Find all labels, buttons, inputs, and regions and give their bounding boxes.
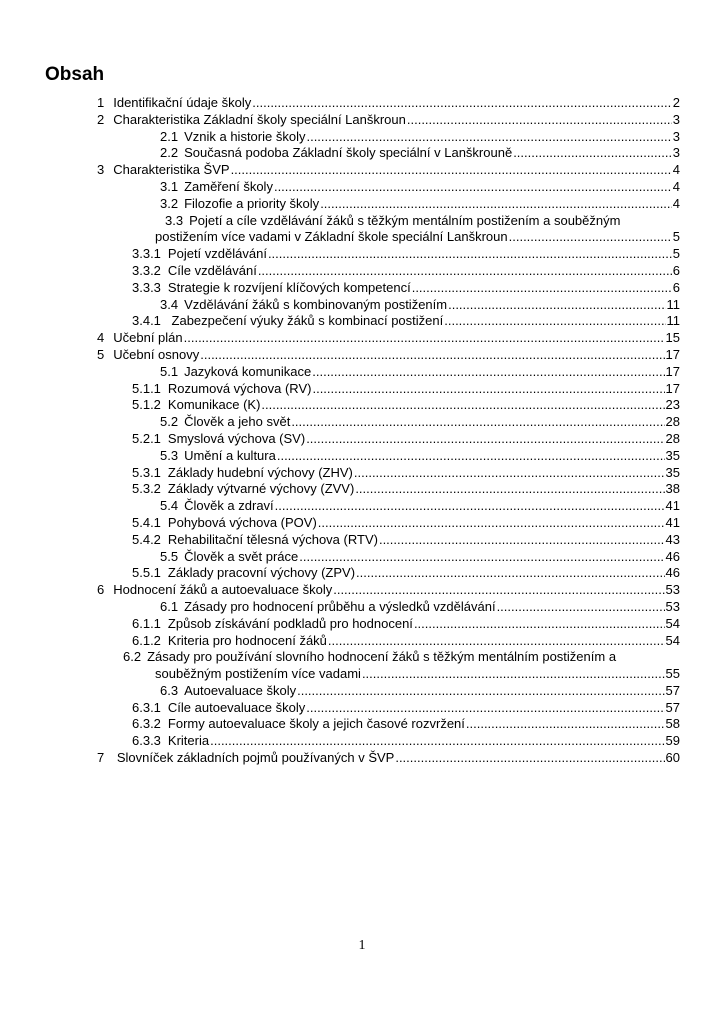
toc-entry-number: 7: [97, 750, 105, 766]
toc-entry-number: 5.5: [160, 548, 179, 564]
toc-entry[interactable]: [0, 330, 724, 347]
toc-entry-title[interactable]: Formy autoevaluace školy a jejich časové rozvržení: [167, 716, 465, 732]
toc-entry[interactable]: [0, 397, 724, 414]
table-of-contents: [0, 95, 724, 767]
dot-leader: [509, 229, 672, 246]
dot-leader: [312, 364, 664, 381]
toc-entry-title[interactable]: Filozofie a priority školy: [184, 195, 320, 211]
dot-leader: [275, 498, 665, 515]
toc-entry-page[interactable]: 2: [672, 95, 680, 110]
toc-entry-title[interactable]: Identifikační údaje školy: [113, 95, 252, 110]
dot-leader: [333, 582, 664, 599]
toc-entry-number: 3.3: [165, 212, 184, 228]
toc-entry-page[interactable]: 43: [665, 531, 680, 547]
toc-entry-number: 6.1: [160, 598, 179, 614]
toc-entry[interactable]: [0, 95, 724, 112]
toc-entry-title[interactable]: Člověk a jeho svět: [184, 414, 291, 430]
toc-entry-number: 5.4.1: [132, 514, 161, 530]
toc-entry-title[interactable]: Rozumová výchova (RV): [167, 380, 312, 396]
toc-entry-title[interactable]: Zaměření školy: [184, 178, 273, 194]
toc-entry-number: 5.3.2: [132, 481, 161, 497]
toc-entry-title[interactable]: Jazyková komunikace: [184, 363, 312, 379]
toc-entry-title[interactable]: Základy hudební výchovy (ZHV): [167, 464, 353, 480]
toc-entry-page[interactable]: 59: [665, 733, 680, 749]
toc-entry[interactable]: [0, 364, 724, 381]
dot-leader: [355, 481, 664, 498]
toc-entry-title[interactable]: Pohybová výchova (POV): [167, 514, 317, 530]
toc-entry-number: 5.3.1: [132, 464, 161, 480]
toc-entry-title-continuation[interactable]: postižením více vadami v Základní škole speciální Lanškroun: [155, 229, 508, 245]
toc-entry-number: 3.3.3: [132, 279, 161, 295]
toc-entry-title[interactable]: Kriteria pro hodnocení žáků: [167, 632, 327, 648]
page-number: 1: [358, 938, 366, 953]
toc-entry-number: 5.5.1: [132, 565, 161, 581]
toc-entry-title[interactable]: Zásady pro používání slovního hodnocení žáků s těžkým mentálním postižením a: [147, 649, 617, 665]
toc-entry-title[interactable]: Pojetí vzdělávání: [167, 246, 267, 262]
toc-entry-page[interactable]: 28: [665, 414, 680, 430]
toc-entry-title[interactable]: Učební osnovy: [113, 346, 200, 362]
toc-entry-title[interactable]: Kriteria: [167, 733, 210, 749]
dot-leader: [395, 750, 664, 767]
toc-entry[interactable]: [0, 465, 724, 482]
toc-entry-number: 1: [97, 95, 105, 110]
dot-leader: [258, 263, 672, 280]
dot-leader: [362, 666, 665, 683]
toc-entry-number: 6.2: [123, 649, 142, 665]
toc-entry[interactable]: [0, 162, 724, 179]
dot-leader: [513, 145, 672, 162]
dot-leader: [312, 381, 664, 398]
toc-entry-page[interactable]: 57: [665, 682, 680, 698]
toc-entry-number: 6.1.2: [132, 632, 161, 648]
toc-entry-title[interactable]: Vzdělávání žáků s kombinovaným postižením: [184, 296, 448, 312]
toc-entry-page[interactable]: 5: [672, 229, 680, 245]
toc-entry-title[interactable]: Člověk a zdraví: [184, 498, 274, 514]
toc-entry-number: 2: [97, 111, 105, 127]
toc-entry-page[interactable]: 3: [672, 145, 680, 161]
toc-entry-title[interactable]: Umění a kultura: [184, 447, 276, 463]
toc-entry[interactable]: [0, 750, 724, 767]
toc-entry-number: 3.4.1: [132, 313, 161, 329]
toc-entry-page[interactable]: 15: [665, 330, 680, 346]
dot-leader: [320, 196, 672, 213]
toc-entry-title[interactable]: Cíle vzdělávání: [167, 262, 257, 278]
toc-entry-title[interactable]: Základy pracovní výchovy (ZPV): [167, 565, 356, 581]
dot-leader: [444, 313, 665, 330]
toc-entry-page[interactable]: 3: [672, 128, 680, 144]
dot-leader: [277, 448, 665, 465]
dot-leader: [466, 716, 665, 733]
dot-leader: [328, 633, 665, 650]
dot-leader: [299, 549, 664, 566]
toc-entry[interactable]: [0, 565, 724, 582]
dot-leader: [200, 347, 664, 364]
dot-leader: [379, 532, 665, 549]
toc-entry[interactable]: [0, 179, 724, 196]
toc-entry[interactable]: [0, 129, 724, 146]
toc-entry[interactable]: [0, 213, 724, 247]
dot-leader: [318, 515, 665, 532]
toc-entry-number: 3.3.1: [132, 246, 161, 262]
toc-entry[interactable]: [0, 683, 724, 700]
toc-entry[interactable]: [0, 347, 724, 364]
toc-entry-title[interactable]: Člověk a svět práce: [184, 548, 299, 564]
toc-entry-page[interactable]: 38: [665, 481, 680, 497]
toc-entry[interactable]: [0, 582, 724, 599]
toc-entry-number: 5.4: [160, 498, 179, 514]
toc-entry-page[interactable]: 35: [665, 447, 680, 463]
toc-entry-number: 5.2.1: [132, 430, 161, 446]
toc-entry-title[interactable]: Zabezpečení výuky žáků s kombinací postižení: [167, 313, 444, 329]
dot-leader: [184, 330, 665, 347]
toc-entry-page[interactable]: 54: [665, 632, 680, 648]
toc-entry[interactable]: [0, 633, 724, 650]
toc-entry-number: 2.2: [160, 145, 179, 161]
toc-entry-number: 5.3: [160, 447, 179, 463]
toc-entry-page[interactable]: 4: [672, 178, 680, 194]
toc-entry[interactable]: [0, 532, 724, 549]
toc-entry-title[interactable]: Slovníček základních pojmů používaných v ŠVP: [113, 750, 395, 766]
toc-entry[interactable]: [0, 616, 724, 633]
toc-entry[interactable]: [0, 414, 724, 431]
toc-entry-page[interactable]: 53: [665, 598, 680, 614]
dot-leader: [354, 465, 665, 482]
toc-entry[interactable]: [0, 481, 724, 498]
toc-entry-number: 5.1.1: [132, 380, 161, 396]
dot-leader: [306, 431, 664, 448]
toc-entry-number: 3: [97, 162, 105, 178]
toc-entry-title[interactable]: Cíle autoevaluace školy: [167, 699, 306, 715]
dot-leader: [210, 733, 664, 750]
toc-entry-number: 3.3.2: [132, 262, 161, 278]
dot-leader: [412, 280, 672, 297]
toc-entry[interactable]: [0, 649, 724, 683]
toc-entry-number: 5: [97, 346, 105, 362]
toc-entry-page[interactable]: 54: [665, 615, 680, 631]
toc-entry-page[interactable]: 3: [672, 111, 680, 127]
toc-entry[interactable]: [0, 112, 724, 129]
toc-entry-page[interactable]: 55: [665, 666, 680, 682]
toc-entry[interactable]: [0, 313, 724, 330]
toc-entry-page[interactable]: 58: [665, 716, 680, 732]
toc-heading: Obsah: [45, 64, 105, 85]
toc-entry[interactable]: [0, 716, 724, 733]
toc-entry-number: 2.1: [160, 128, 179, 144]
toc-entry[interactable]: [0, 263, 724, 280]
toc-entry-number: 6: [97, 582, 105, 598]
toc-entry-page[interactable]: 11: [666, 296, 680, 312]
toc-entry-title[interactable]: Hodnocení žáků a autoevaluace školy: [113, 582, 333, 598]
toc-entry-page[interactable]: 46: [665, 548, 680, 564]
toc-entry-title[interactable]: Komunikace (K): [167, 397, 261, 413]
dot-leader: [448, 297, 665, 314]
toc-entry-number: 4: [97, 330, 105, 346]
toc-entry-title[interactable]: Autoevaluace školy: [184, 682, 297, 698]
dot-leader: [261, 397, 664, 414]
toc-entry[interactable]: [0, 700, 724, 717]
toc-entry-number: 5.4.2: [132, 531, 161, 547]
dot-leader: [268, 246, 672, 263]
toc-entry[interactable]: [0, 246, 724, 263]
toc-entry-page[interactable]: 17: [665, 363, 680, 379]
toc-entry-title-continuation[interactable]: souběžným postižením více vadami: [155, 666, 361, 682]
toc-entry-number: 3.4: [160, 296, 179, 312]
toc-entry-number: 3.1: [160, 178, 179, 194]
toc-entry-number: 6.3.2: [132, 716, 161, 732]
dot-leader: [497, 599, 665, 616]
toc-entry-number: 3.2: [160, 195, 179, 211]
toc-entry-title[interactable]: Způsob získávání podkladů pro hodnocení: [167, 615, 413, 631]
toc-entry-number: 5.2: [160, 414, 179, 430]
toc-entry-number: 6.3.1: [132, 699, 161, 715]
dot-leader: [231, 162, 672, 179]
toc-entry-page[interactable]: 23: [665, 397, 680, 413]
toc-entry-title[interactable]: Charakteristika Základní školy speciální Lanškroun: [113, 111, 406, 127]
dot-leader: [297, 683, 664, 700]
toc-entry[interactable]: [0, 196, 724, 213]
toc-entry-title[interactable]: Základy výtvarné výchovy (ZVV): [167, 481, 355, 497]
toc-entry-title[interactable]: Učební plán: [113, 330, 183, 346]
toc-entry-page[interactable]: 6: [672, 262, 680, 278]
toc-entry-page[interactable]: 11: [666, 313, 680, 329]
toc-entry[interactable]: [0, 431, 724, 448]
toc-entry-title[interactable]: Současná podoba Základní školy speciální v Lanškrouně: [184, 145, 513, 161]
toc-entry[interactable]: [0, 145, 724, 162]
toc-entry[interactable]: [0, 515, 724, 532]
dot-leader: [414, 616, 665, 633]
toc-entry-title[interactable]: Smyslová výchova (SV): [167, 430, 306, 446]
dot-leader: [252, 95, 672, 112]
dot-leader: [291, 414, 664, 431]
toc-entry-number: 5.1.2: [132, 397, 161, 413]
toc-entry-title[interactable]: Vznik a historie školy: [184, 128, 306, 144]
toc-entry-title[interactable]: Rehabilitační tělesná výchova (RTV): [167, 531, 378, 547]
toc-entry-page[interactable]: 35: [665, 464, 680, 480]
toc-entry-page[interactable]: 17: [665, 380, 680, 396]
toc-entry-page[interactable]: 60: [665, 750, 680, 766]
toc-entry-number: 6.3: [160, 682, 179, 698]
dot-leader: [274, 179, 672, 196]
toc-entry-number: 6.3.3: [132, 733, 161, 749]
toc-entry-title[interactable]: Pojetí a cíle vzdělávání žáků s těžkým mentálním postižením a souběžným: [189, 212, 621, 228]
dot-leader: [306, 700, 664, 717]
toc-entry-page[interactable]: 5: [672, 246, 680, 262]
toc-entry-page[interactable]: 28: [665, 430, 680, 446]
toc-entry[interactable]: [0, 599, 724, 616]
toc-entry-title[interactable]: Zásady pro hodnocení průběhu a výsledků vzdělávání: [184, 598, 496, 614]
toc-entry-page[interactable]: 17: [665, 346, 680, 362]
toc-entry[interactable]: [0, 381, 724, 398]
toc-entry[interactable]: [0, 498, 724, 515]
toc-entry-title[interactable]: Charakteristika ŠVP: [113, 162, 230, 178]
dot-leader: [407, 112, 672, 129]
toc-entry-page[interactable]: 46: [665, 565, 680, 581]
toc-entry-page[interactable]: 41: [665, 498, 680, 514]
toc-entry-page[interactable]: 53: [665, 582, 680, 598]
toc-entry-number: 5.1: [160, 363, 179, 379]
toc-entry-page[interactable]: 4: [672, 162, 680, 178]
toc-entry[interactable]: [0, 549, 724, 566]
toc-entry-title[interactable]: Strategie k rozvíjení klíčových kompetencí: [167, 279, 411, 295]
toc-entry-page[interactable]: 4: [672, 195, 680, 211]
toc-entry-page[interactable]: 57: [665, 699, 680, 715]
toc-entry[interactable]: [0, 297, 724, 314]
toc-entry[interactable]: [0, 733, 724, 750]
toc-entry-number: 6.1.1: [132, 615, 161, 631]
dot-leader: [306, 129, 671, 146]
toc-entry[interactable]: [0, 280, 724, 297]
dot-leader: [356, 565, 664, 582]
toc-entry-page[interactable]: 6: [672, 279, 680, 295]
toc-entry-page[interactable]: 41: [665, 514, 680, 530]
toc-entry[interactable]: [0, 448, 724, 465]
